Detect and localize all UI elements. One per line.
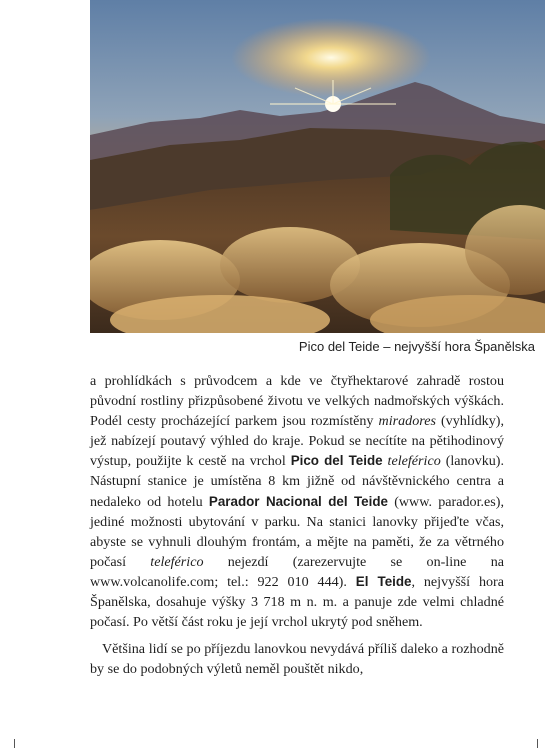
text-run: (lanovku). Nástupní stanice je umístěna 8 km jižně od návštěvnického centra a nedaleko od hotelu — [90, 453, 505, 510]
article-body — [90, 371, 504, 679]
paragraph-2: Většina lidí se po příjezdu lanovkou nevydává příliš daleko a rozhodně by se do podobných výletů neměl pouštět nikdo, — [90, 641, 504, 678]
photo-illustration — [90, 0, 545, 333]
italic-term: teleférico — [150, 553, 204, 570]
italic-term: teleférico — [387, 453, 441, 470]
text-run: (vyhlídky), jež nabízejí poutavý výhled do kraje. Pokud se necítíte na pětihodinový výstup, použijte k cestě na vrchol — [90, 413, 504, 470]
text-run: , nejvyšší hora Španělska, dosahuje výšky 3 718 m n. m. a panuje zde velmi chladné počasí. Po větší část roku je její vrchol ukrytý pod sněhem. — [90, 573, 504, 631]
teide-sunset-photo — [90, 0, 545, 333]
bold-term: Pico del Teide — [290, 453, 383, 469]
bold-term: El Teide — [355, 573, 412, 589]
paragraph-1 — [90, 371, 504, 632]
photo-caption: Pico del Teide – nejvyšší hora Španělska — [298, 339, 535, 354]
text-run: nejezdí (zarezervujte se on-line na www.volcanolife.com; tel.: 922 010 444). — [90, 553, 505, 590]
text-run: (www. parador.es), jediné možnosti ubytování v parku. Na stanici lanovky přijeďte včas, abyste se vyhnuli dlouhým frontám, a mějte na paměti, že za větrného počasí — [90, 493, 504, 570]
text-run: a prohlídkách s průvodcem a kde ve čtyřhektarové zahradě rostou původní rostliny přizpůsobené životu ve velkých nadmořských výškách. Podél cesty procházející parkem jsou rozmístěny — [90, 373, 504, 430]
bold-term: Parador Nacional del Teide — [208, 493, 388, 509]
crop-mark-right — [537, 739, 538, 748]
italic-term: miradores — [378, 413, 436, 430]
crop-mark-left — [14, 739, 15, 748]
